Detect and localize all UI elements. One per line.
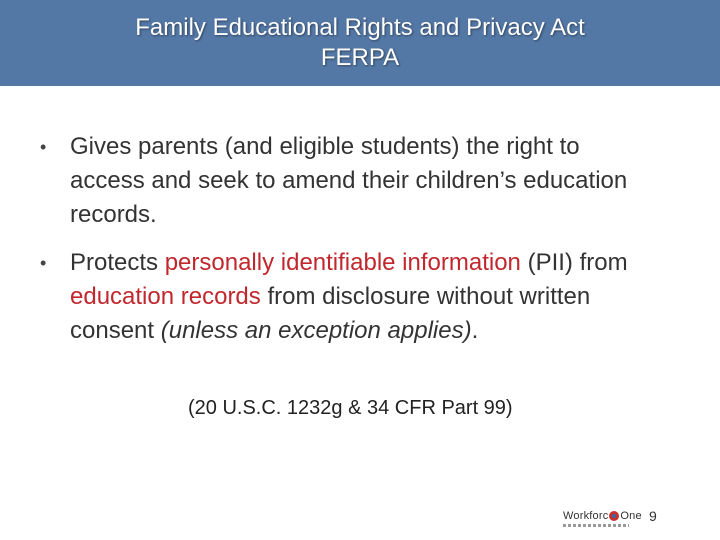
bullet-text-segment: from disclosure without written consent — [70, 283, 591, 344]
bullet-item — [40, 130, 660, 232]
logo-text-part2: One — [620, 510, 642, 522]
bullet-dot-icon: • — [40, 137, 47, 157]
bullet-dot-icon: • — [40, 253, 47, 273]
slide-title: Family Educational Rights and Privacy Act — [135, 14, 585, 41]
title-banner — [0, 0, 720, 86]
page-number: 9 — [649, 508, 657, 524]
logo-wordmark — [563, 510, 642, 522]
logo-tagline-graphic — [563, 524, 629, 527]
bullet-text-segment: . — [471, 317, 479, 344]
bullet-list — [40, 130, 660, 362]
exception-note: (unless an exception applies) — [160, 317, 472, 344]
slide-subtitle: FERPA — [320, 44, 400, 71]
pii-highlight: personally identifiable information — [164, 249, 521, 276]
bullet-text — [70, 246, 660, 348]
legal-citation: (20 U.S.C. 1232g & 34 CFR Part 99) — [188, 397, 513, 419]
workforceone-logo-o-icon — [609, 511, 619, 521]
bullet-text-segment: (PII) from — [520, 249, 628, 276]
education-records-highlight: education records — [70, 283, 261, 310]
workforceone-logo — [563, 510, 642, 527]
logo-text-part1: Workforc — [563, 510, 609, 522]
bullet-text-segment: Protects — [70, 249, 165, 276]
bullet-text: Gives parents (and eligible students) the right to access and seek to amend their children’s education records. — [70, 133, 628, 228]
bullet-item — [40, 246, 660, 348]
